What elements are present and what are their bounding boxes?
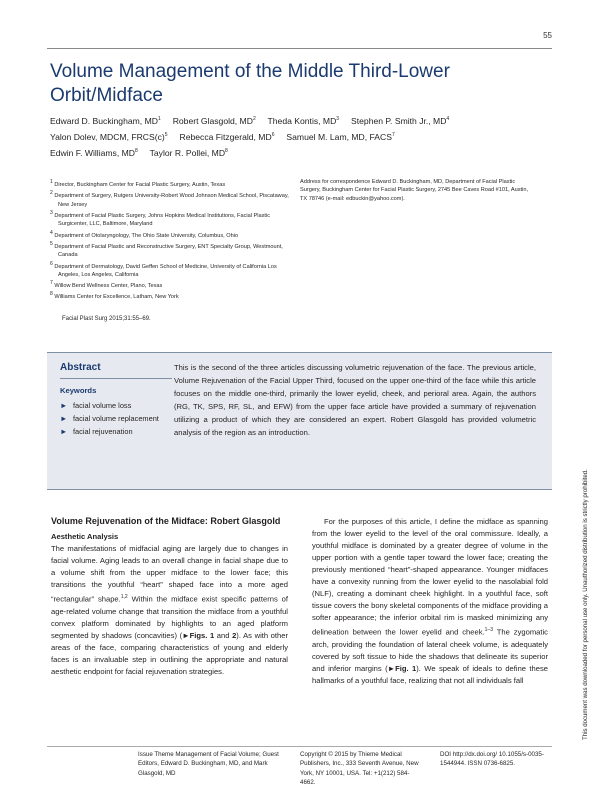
- affiliation-text: Willow Bend Wellness Center, Plano, Texas: [54, 283, 163, 290]
- issn: ISSN 0736-6825.: [467, 760, 516, 768]
- header-rule: [47, 48, 552, 49]
- author-name: Taylor R. Pollei, MD: [149, 147, 226, 158]
- page-number: 55: [543, 31, 552, 40]
- author-sup: 3: [336, 116, 340, 122]
- keyword-text: facial volume loss: [73, 401, 132, 410]
- abstract-text: This is the second of the three articles discussing volumetric rejuvenation of the face. The previous article, Volume Rejuvenation of the Facial Upper Third, focused on the upper one-third of the face while this article focuses on the middle one-third, primarily the lower eyelid, cheek, and perioral area. Again, the authors (RG, TK, SPS, RF, SL, and EFW) from the upper face article have provided a summary of rejuvenation utilizing a product of which they are considered an expert. Robert Glasgold has provided volumetric analysis of the region as an introduction.: [174, 363, 536, 438]
- affiliation-item: [50, 240, 290, 260]
- body-column-left: [51, 516, 289, 678]
- affiliation-text: Department of Otolaryngology, The Ohio State University, Columbus, Ohio: [54, 232, 239, 239]
- article-title: Volume Management of the Middle Third-Lower Orbit/Midface: [50, 61, 450, 106]
- arrow-icon: ►: [60, 414, 68, 423]
- author-name: Edward D. Buckingham, MD: [50, 115, 158, 126]
- affiliation-text: Director, Buckingham Center for Facial Plastic Surgery, Austin, Texas: [54, 181, 226, 188]
- abstract-rule-bottom: [47, 489, 552, 490]
- doi-link[interactable]: http://dx.doi.org/ 10.1055/s-0035-1544944.: [440, 751, 544, 768]
- author-name: Robert Glasgold, MD: [172, 115, 253, 126]
- footer-copyright: Copyright © 2015 by Thieme Medical Publishers, Inc., 333 Seventh Avenue, New York, NY 10001, USA. Tel: +1(212) 584-4662.: [300, 751, 419, 787]
- paragraph: [51, 543, 288, 678]
- paragraph-text: and: [214, 630, 233, 640]
- affiliation-num: 4: [50, 229, 53, 236]
- paragraph-text: Within the midface exist specific patterns of age-related volume change that transition the midface from a youthful convex platform dominated by highlights to an aged platform segmented by shadows (concavities) (: [51, 594, 289, 640]
- author-name: Rebecca Fitzgerald, MD: [179, 131, 272, 142]
- keywords-heading: Keywords: [60, 386, 97, 395]
- keyword-item: [60, 425, 175, 438]
- citation-sup: 1,2: [120, 594, 128, 600]
- affiliation-item: [50, 260, 290, 280]
- author-sup: 8: [225, 147, 228, 154]
- affiliation-num: 5: [50, 240, 53, 247]
- author-name: Stephen P. Smith Jr., MD: [351, 115, 447, 126]
- affiliations: [50, 178, 290, 302]
- download-notice: This document was downloaded for personal use only. Unauthorized distribution is strictly prohibited.: [582, 469, 589, 740]
- affiliation-item: [50, 279, 290, 290]
- affiliation-num: 2: [50, 190, 53, 197]
- keyword-item: [60, 412, 175, 425]
- abstract-heading: Abstract: [60, 362, 101, 373]
- footer-issue: Issue Theme Management of Facial Volume; Guest Editors, Edward D. Buckingham, MD, and Mark Glasgold, MD: [138, 751, 279, 777]
- paragraph-text: The zygomatic arch, providing the foundation of lateral cheek volume, is adequately covered by soft tissue to hide the shadows that delineate its superior and inferior margins (: [312, 627, 548, 673]
- arrow-icon: ►: [60, 401, 68, 410]
- author-name: Samuel M. Lam, MD, FACS: [286, 131, 392, 142]
- author-sup: 1: [157, 116, 161, 122]
- author-name: Edwin F. Williams, MD: [50, 147, 135, 158]
- paragraph-text: ). As with other areas of the face, comparing characteristics of young and elderly faces is an invaluable step in outlining the appropriate and natural aesthetic endpoint for facial rejuvenation strategies.: [51, 630, 288, 676]
- affiliation-num: 1: [50, 179, 53, 185]
- affiliation-num: 7: [50, 280, 53, 287]
- section-heading: Volume Rejuvenation of the Midface: Robert Glasgold: [51, 516, 281, 526]
- affiliation-text: Department of Dermatology, David Geffen School of Medicine, University of California Los Angeles, Los Angeles, California: [54, 263, 277, 278]
- keywords-list: [60, 399, 175, 438]
- body-column-right: [312, 516, 548, 687]
- author-line-2: [50, 128, 530, 144]
- paragraph-text: The manifestations of midfacial aging are largely due to changes in facial volume. Aging leads to an overall change in facial shape due to a volume shift from the upper midface to the lower face; this transitions the youthful “heart” shaped face into a more aged “rectangular” shape.: [51, 544, 288, 604]
- author-sup: 8: [135, 147, 138, 154]
- footer-doi: [440, 750, 550, 769]
- author-sup: 7: [391, 131, 395, 138]
- correspondence-label: Address for correspondence: [300, 179, 371, 185]
- affiliation-item: [50, 290, 290, 301]
- affiliation-item: [50, 209, 290, 229]
- paragraph-text: For the purposes of this article, I define the midface as spanning from the lower eyelid to the level of the oral commissure. Ideally, a youthful midface is dominated by a greater degree of volume in the upper portion with a gentle taper toward the lower face; creating the previously mentioned “heart”-shaped appearance. Younger midfaces have a convexity running from the lower eyelid to the nasolabial fold (NLF), creating a dominant cheek highlight. In a youthful face, soft tissue covers the bony skeletal components of the midface providing a softer appearance; the inferior orbital rim is masked minimizing any delineation between the lower eyelid and cheek.: [312, 517, 548, 637]
- keyword-text: facial volume replacement: [73, 414, 159, 423]
- paragraph: [312, 516, 548, 687]
- author-line-1: [50, 112, 530, 128]
- abstract-divider: [60, 378, 172, 379]
- affiliation-item: [50, 178, 290, 189]
- author-sup: 5: [164, 131, 168, 138]
- citation: Facial Plast Surg 2015;31:55–69.: [62, 316, 151, 322]
- author-name: Yalon Dolev, MDCM, FRCS(c): [50, 131, 165, 142]
- citation-sup: 1–3: [484, 627, 493, 633]
- author-sup: 2: [252, 116, 256, 122]
- doi-label: DOI: [440, 751, 452, 758]
- author-sup: 4: [446, 116, 450, 122]
- author-line-3: [50, 144, 530, 160]
- subsection-heading: Aesthetic Analysis: [51, 532, 119, 541]
- figure-link[interactable]: ►Figs. 1: [182, 630, 215, 640]
- author-sup: 6: [271, 131, 275, 138]
- figure-link[interactable]: ►Fig. 1: [387, 663, 417, 673]
- author-name: Theda Kontis, MD: [267, 115, 337, 126]
- keyword-text: facial rejuvenation: [73, 427, 133, 436]
- affiliation-item: [50, 229, 290, 240]
- affiliation-text: Department of Surgery, Rutgers University-Robert Wood Johnson Medical School, Piscataway, New Jersey: [54, 193, 289, 208]
- author-list: [50, 112, 530, 160]
- keyword-item: [60, 399, 175, 412]
- affiliation-item: [50, 189, 290, 209]
- affiliation-text: Department of Facial Plastic and Reconstructive Surgery, ENT Specialty Group, Westmount, Canada: [54, 243, 283, 259]
- paragraph-text: ). We speak of ideals to define these hallmarks of a youthful face, realizing that not all individuals fall: [312, 663, 548, 685]
- footer-rule: [47, 746, 552, 747]
- correspondence-text: Edward D. Buckingham, MD, Department of Facial Plastic Surgery, Buckingham Center for Facial Plastic Surgery, 2745 Bee Caves Road #101, Austin, TX 78746 (e-mail: edbuckin@yahoo.com).: [300, 179, 529, 202]
- figure-link[interactable]: 2: [232, 630, 237, 640]
- affiliation-text: Williams Center for Excellence, Latham, New York: [54, 294, 179, 301]
- affiliation-num: 8: [50, 291, 53, 298]
- affiliation-num: 3: [50, 209, 53, 216]
- affiliation-text: Department of Facial Plastic Surgery, Johns Hopkins Medical Institutions, Facial Plastic Surgicenter, LLC, Baltimore, Maryland: [54, 212, 270, 228]
- arrow-icon: ►: [60, 427, 68, 436]
- affiliation-num: 6: [50, 260, 53, 267]
- correspondence: [300, 178, 530, 203]
- abstract-rule-top: [47, 352, 552, 353]
